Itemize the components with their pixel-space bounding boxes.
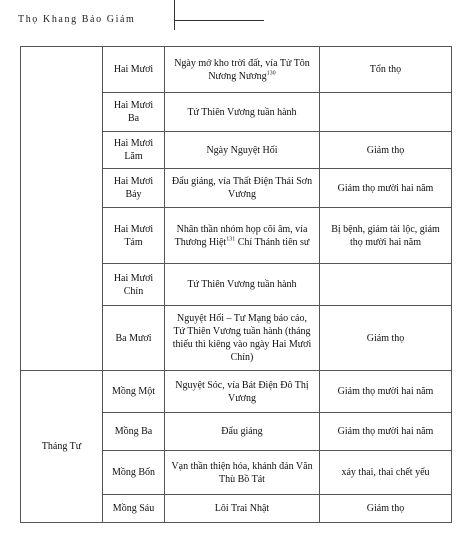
table-row bbox=[21, 47, 452, 93]
result-cell: Bị bệnh, giảm tài lộc, giảm thọ mười hai năm bbox=[320, 208, 452, 264]
footnote-marker: 130 bbox=[266, 70, 276, 77]
event-cell bbox=[165, 47, 320, 93]
result-cell: Giảm thọ bbox=[320, 306, 452, 371]
day-cell: Ba Mươi bbox=[103, 306, 165, 371]
result-cell: Tổn thọ bbox=[320, 47, 452, 93]
event-cell: Đẩu giáng, vía Thất Điện Thái Sơn Vương bbox=[165, 169, 320, 208]
event-cell: Tứ Thiên Vương tuần hành bbox=[165, 264, 320, 306]
day-cell: Hai Mươi Ba bbox=[103, 93, 165, 132]
day-cell: Hai Mươi Bảy bbox=[103, 169, 165, 208]
day-cell: Mồng Ba bbox=[103, 413, 165, 451]
day-cell: Mồng Bốn bbox=[103, 451, 165, 495]
event-cell: Lôi Trai Nhật bbox=[165, 495, 320, 523]
event-cell: Nguyệt Hối – Tư Mạng báo cáo, Tứ Thiên Vương tuần hành (tháng thiếu thì kiêng vào ngày Hai Mươi Chín) bbox=[165, 306, 320, 371]
result-cell: Giảm thọ mười hai năm bbox=[320, 169, 452, 208]
event-cell bbox=[165, 208, 320, 264]
result-cell: Giảm thọ bbox=[320, 495, 452, 523]
result-cell bbox=[320, 93, 452, 132]
event-cell: Vạn thần thiện hóa, khánh đản Văn Thù Bồ Tát bbox=[165, 451, 320, 495]
running-header: Thọ Khang Bảo Giám bbox=[18, 14, 136, 25]
header-vertical-rule bbox=[174, 0, 175, 30]
day-cell: Mồng Một bbox=[103, 371, 165, 413]
event-text: Ngày mở kho trời đất, vía Tử Tôn Nương Nương bbox=[174, 57, 310, 82]
result-cell: xảy thai, thai chết yểu bbox=[320, 451, 452, 495]
header-horizontal-rule bbox=[174, 20, 264, 21]
day-cell: Hai Mươi bbox=[103, 47, 165, 93]
table-row bbox=[21, 371, 452, 413]
result-cell bbox=[320, 264, 452, 306]
event-text-continued: Chí Thánh tiên sư bbox=[235, 236, 310, 248]
footnote-marker: 131 bbox=[226, 236, 236, 243]
day-cell: Mồng Sáu bbox=[103, 495, 165, 523]
day-cell: Hai Mươi Tám bbox=[103, 208, 165, 264]
result-cell: Giảm thọ bbox=[320, 132, 452, 169]
event-text: Nhân thần nhóm họp cõi âm, vía Thương Hiệt bbox=[174, 223, 308, 248]
result-cell: Giảm thọ mười hai năm bbox=[320, 371, 452, 413]
month-cell: Tháng Tư bbox=[21, 371, 103, 523]
day-cell: Hai Mươi Chín bbox=[103, 264, 165, 306]
calendar-table bbox=[20, 46, 452, 523]
event-cell: Tứ Thiên Vương tuần hành bbox=[165, 93, 320, 132]
event-cell: Ngày Nguyệt Hối bbox=[165, 132, 320, 169]
month-cell bbox=[21, 47, 103, 371]
day-cell: Hai Mươi Lăm bbox=[103, 132, 165, 169]
result-cell: Giảm thọ mười hai năm bbox=[320, 413, 452, 451]
event-cell: Đẩu giáng bbox=[165, 413, 320, 451]
event-cell: Nguyệt Sóc, vía Bát Điện Đô Thị Vương bbox=[165, 371, 320, 413]
